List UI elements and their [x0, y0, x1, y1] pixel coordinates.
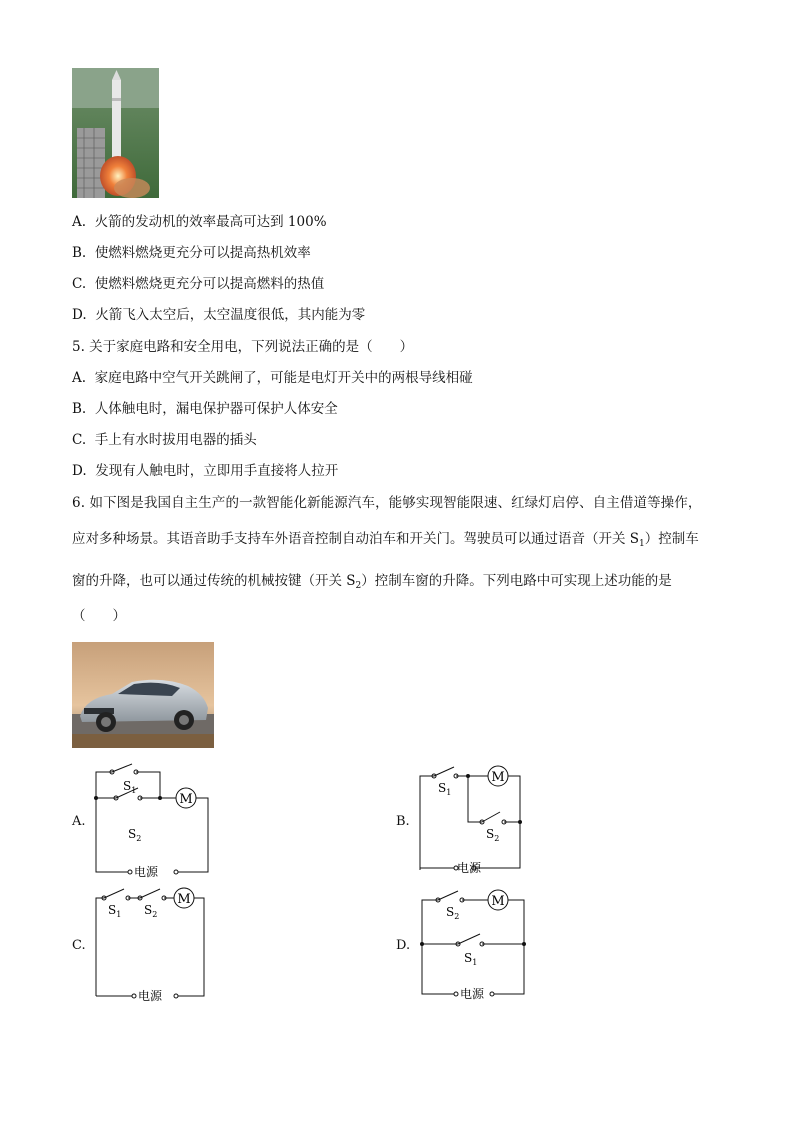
circuit-d-s1-label: $S_1$: [464, 951, 478, 967]
q4-option-a: A. 火箭的发动机的效率最高可达到 100%: [72, 214, 327, 230]
circuit-a-label: A.: [72, 814, 86, 829]
circuit-b-diagram: [410, 762, 534, 876]
circuit-b-s1-label: $S_1$: [438, 781, 452, 797]
circuit-c-s2-label: $S_2$: [144, 903, 158, 919]
circuit-b-source-label: 电源: [457, 861, 482, 875]
circuit-d-diagram: [410, 886, 534, 1002]
rocket-photo: [72, 68, 159, 198]
circuit-d-motor-label: M: [491, 894, 505, 909]
circuit-b-s2-label: $S_2$: [486, 827, 500, 843]
q5-option-c: C. 手上有水时拔用电器的插头: [72, 432, 257, 448]
circuit-a-diagram: [86, 760, 216, 880]
circuit-d-s2-label: $S_2$: [446, 905, 460, 921]
q5-option-b: B. 人体触电时，漏电保护器可保护人体安全: [72, 401, 338, 417]
circuit-a-motor-label: M: [179, 792, 193, 807]
q4-option-d: D. 火箭飞入太空后，太空温度很低，其内能为零: [72, 307, 366, 323]
q4-option-c: C. 使燃料燃烧更充分可以提高燃料的热值: [72, 276, 325, 292]
circuit-c-source-label: 电源: [138, 989, 163, 1002]
q4-option-b: B. 使燃料燃烧更充分可以提高热机效率: [72, 245, 311, 261]
circuit-a-s1-label: $S_1$: [123, 779, 137, 795]
q5-option-a: A. 家庭电路中空气开关跳闸了，可能是电灯开关中的两根导线相碰: [72, 370, 473, 386]
q6-stem-line2: 应对多种场景。其语音助手支持车外语音控制自动泊车和开关门。驾驶员可以通过语音（开关 $S_1$）控制车: [72, 531, 699, 549]
q5-stem: 5. 关于家庭电路和安全用电，下列说法正确的是（ ）: [72, 339, 414, 355]
circuit-a-source-label: 电源: [134, 865, 159, 879]
car-photo: [72, 642, 214, 748]
circuit-d-label: D.: [396, 938, 411, 953]
circuit-c-motor-label: M: [177, 892, 191, 907]
q6-answer-bracket: （ ）: [72, 608, 126, 624]
q5-option-d: D. 发现有人触电时，立即用手直接将人拉开: [72, 463, 339, 479]
circuit-c-diagram: [86, 884, 216, 1002]
circuit-c-s1-label: $S_1$: [108, 903, 122, 919]
q6-stem-line1: 6. 如下图是我国自主生产的一款智能化新能源汽车，能够实现智能限速、红绿灯启停、自主借道等操作，: [72, 495, 702, 511]
circuit-a-s2-label: $S_2$: [128, 827, 142, 843]
circuit-b-label: B.: [396, 814, 410, 829]
circuit-d-source-label: 电源: [460, 987, 485, 1001]
q6-stem-line3: 窗的升降，也可以通过传统的机械按键（开关 $S_2$）控制车窗的升降。下列电路中可实现上述功能的是: [72, 573, 672, 591]
circuit-b-motor-label: M: [491, 770, 505, 785]
circuit-c-label: C.: [72, 938, 86, 953]
